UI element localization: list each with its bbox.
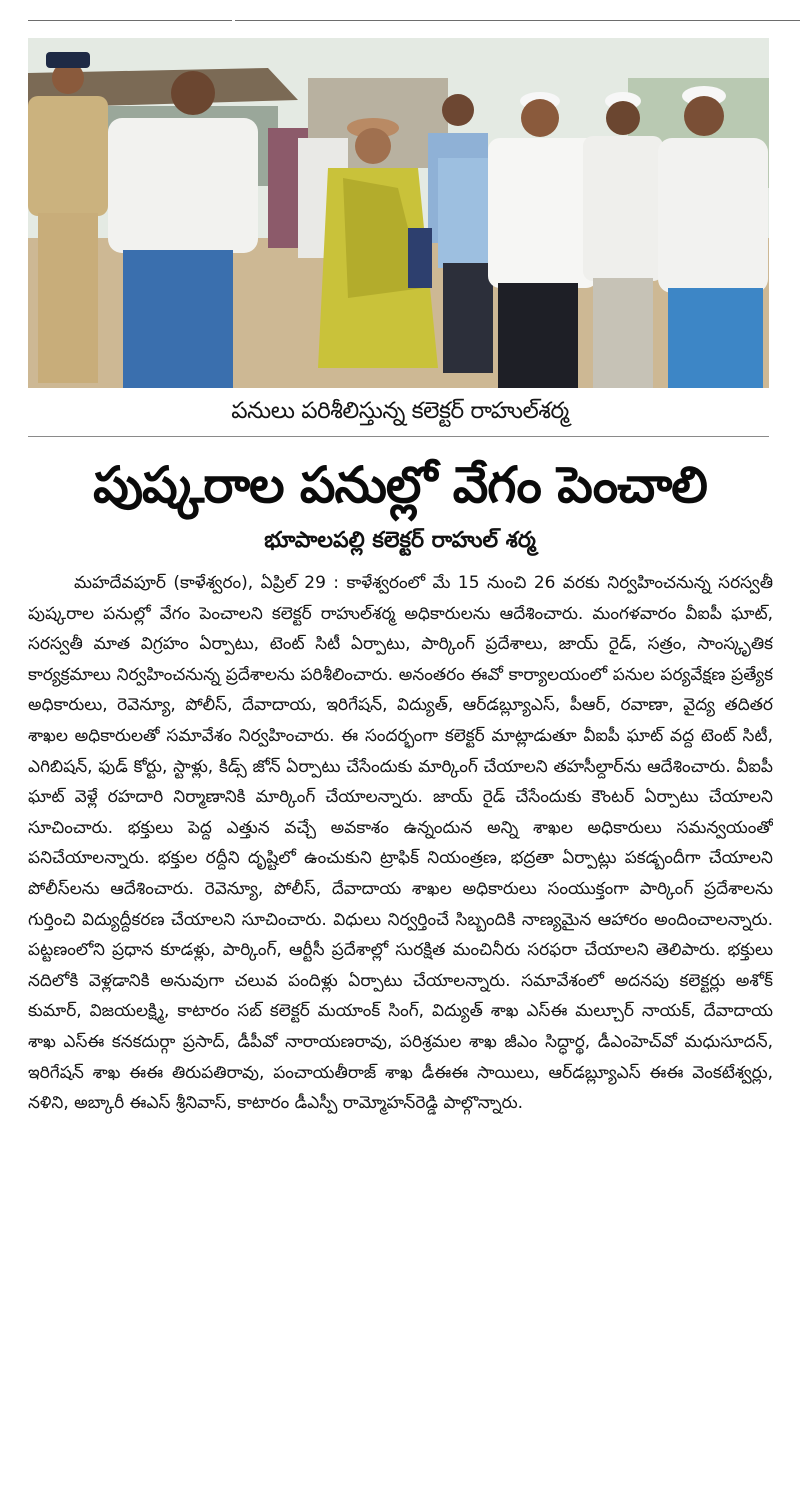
byline: భూపాలపల్లి కలెక్టర్‌ రాహుల్‌ శర్మ — [264, 528, 536, 553]
news-photo-illustration — [28, 38, 769, 388]
top-rule-notch — [232, 17, 235, 25]
photo-person-4 — [583, 92, 663, 388]
news-photo — [28, 38, 769, 388]
headline: పుష్కరాల పనుల్లో వేగం పెంచాలి — [93, 456, 707, 514]
top-rule — [28, 20, 800, 21]
article-body — [28, 568, 773, 1503]
article-paragraph: మహదేవపూర్‌ (కాళేశ్వరం), ఏప్రిల్‌ 29 : కాళేశ్వరంలో మే 15 నుంచి 26 వరకు నిర్వహించనున్న సరస్వతీ పుష్కరాల పనుల్లో వేగం పెంచాలని కలెక్టర్‌ రాహుల్‌శర్మ అధికారులను ఆదేశించారు. మంగళవారం వీఐపీ ఘాట్‌, సరస్వతీ మాత విగ్రహం ఏర్పాటు, టెంట్‌ సిటీ ఏర్పాటు, పార్కింగ్‌ ప్రదేశాలు, జాయ్‌ రైడ్‌, సత్రం, సాంస్కృతిక కార్యక్రమాలు నిర్వహించనున్న ప్రదేశాలను పరిశీలించారు. అనంతరం ఈవో కార్యాలయంలో పనుల పర్యవేక్షణ ప్రత్యేక అధికారులు, రెవెన్యూ, పోలీస్‌, దేవాదాయ, ఇరిగేషన్‌, విద్యుత్‌, ఆర్‌డబ్ల్యూఎస్‌, పీఆర్‌, రవాణా, వైద్య తదితర శాఖల అధికారులతో సమావేశం నిర్వహించారు. ఈ సందర్భంగా కలెక్టర్‌ మాట్లాడుతూ వీఐపీ ఘాట్‌ వద్ద టెంట్‌ సిటీ, ఎగిబిషన్‌, ఫుడ్‌ కోర్టు, స్టాళ్లు, కిడ్స్‌ జోన్‌ ఏర్పాటు చేసేందుకు మార్కింగ్‌ చేయాలని తహసీల్దార్‌ను ఆదేశించారు. వీఐపీ ఘాట్‌ వెళ్లే రహదారి నిర్మాణానికి మార్కింగ్‌ చేయాలన్నారు. జాయ్‌ రైడ్‌ చేసేందుకు కౌంటర్‌ ఏర్పాటు చేయాలని సూచించారు. భక్తులు పెద్ద ఎత్తున వచ్చే అవకాశం ఉన్నందున అన్ని శాఖల అధికారులు సమన్వయంతో పనిచేయాలన్నారు. భక్తుల రద్దీని దృష్టిలో ఉంచుకుని ట్రాఫిక్‌ నియంత్రణ, భద్రతా ఏర్పాట్లు పకడ్బందీగా చేయాలని పోలీస్‌లను ఆదేశించారు. రెవెన్యూ, పోలీస్‌, దేవాదాయ శాఖల అధికారులు సంయుక్తంగా పార్కింగ్‌ ప్రదేశాలను గుర్తించి విద్యుద్దీకరణ చేయాలని సూచించారు. విధులు నిర్వర్తించే సిబ్బందికి నాణ్యమైన ఆహారం అందించాలన్నారు. పట్టణంలోని ప్రధాన కూడళ్లు, పార్కింగ్‌, ఆర్టీసీ ప్రదేశాల్లో సురక్షిత మంచినీరు సరఫరా చేయాలని తెలిపారు. భక్తులు నదిలోకి వెళ్లడానికి అనువుగా చలువ పందిళ్లు ఏర్పాటు చేయాలన్నారు. సమావేశంలో అదనపు కలెక్టర్లు అశోక్‌ కుమార్‌, విజయలక్ష్మి, కాటారం సబ్‌ కలెక్టర్‌ మయాంక్‌ సింగ్‌, విద్యుత్‌ శాఖ ఎస్‌ఈ మల్చూర్‌ నాయక్‌, దేవాదాయ శాఖ ఎస్‌ఈ కనకదుర్గా ప్రసాద్‌, డీపీవో నారాయణరావు, పరిశ్రమల శాఖ జీఎం సిద్ధార్థ, డీఎంహెచ్‌వో మధుసూదన్‌, ఇరిగేషన్‌ శాఖ ఈఈ తిరుపతిరావు, పంచాయతీరాజ్‌ శాఖ డీఈఈ సాయిలు, ఆర్‌డబ్ల్యూఎస్‌ ఈఈ వెంకటేశ్వర్లు, నళిని, అబ్కారీ ఈఎస్‌ శ్రీనివాస్‌, కాటారం డీఎస్పీ రామ్మోహన్‌రెడ్డి పాల్గొన్నారు. — [28, 573, 773, 1114]
photo-caption: పనులు పరిశీలిస్తున్న కలెక్టర్‌ రాహుల్‌శర్మ — [231, 398, 569, 424]
photo-person-police — [28, 52, 108, 383]
caption-rule — [28, 436, 769, 437]
